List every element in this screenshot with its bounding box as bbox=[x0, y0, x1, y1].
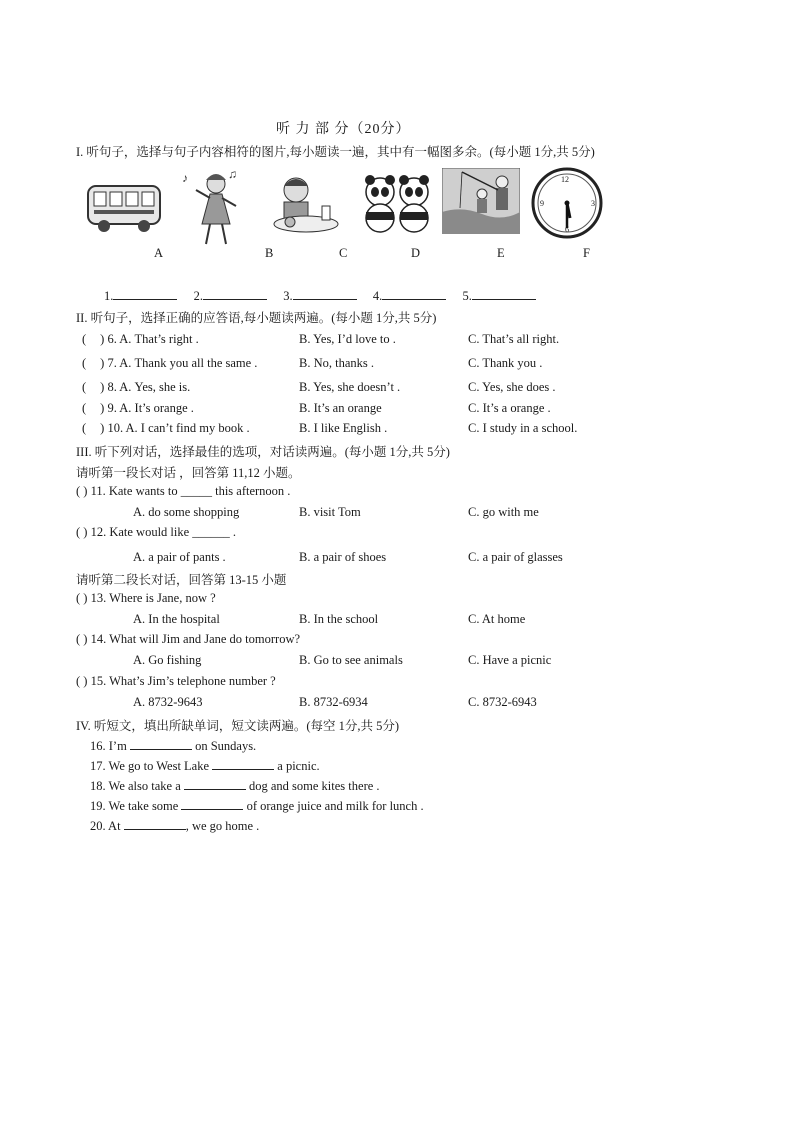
question-13: ( ) 13. Where is Jane, now ? bbox=[76, 591, 216, 605]
answer-paren[interactable]: ( bbox=[82, 421, 87, 435]
question-number: ) 6. A. bbox=[100, 332, 132, 346]
question-7-option-b: B. No, thanks . bbox=[299, 356, 374, 370]
option-a: That’s right . bbox=[134, 332, 199, 346]
question-15-option-b: B. 8732-6934 bbox=[299, 695, 368, 709]
answer-blank-3[interactable] bbox=[293, 287, 357, 300]
blank-label-5: 5. bbox=[462, 289, 472, 303]
bus-icon bbox=[84, 176, 164, 236]
svg-text:9: 9 bbox=[540, 199, 544, 208]
boy-eating-icon bbox=[266, 172, 340, 236]
question-11-option-c: C. go with me bbox=[468, 505, 539, 519]
question-10-option-b: B. I like English . bbox=[299, 421, 388, 435]
answer-paren[interactable]: ( bbox=[82, 380, 87, 394]
fill-blank-18[interactable] bbox=[184, 777, 246, 790]
picture-letter-a: A bbox=[154, 246, 164, 260]
question-7-option-c: C. Thank you . bbox=[468, 356, 543, 370]
fill-line-16 bbox=[90, 737, 256, 754]
pandas-icon bbox=[362, 172, 434, 236]
question-6-option-c: C. That’s all right. bbox=[468, 332, 560, 346]
blank-label-2: 2. bbox=[193, 289, 203, 303]
fill-blank-19[interactable] bbox=[181, 797, 243, 810]
line-text: 16. I’m bbox=[90, 739, 127, 753]
picture-letter-e: E bbox=[497, 246, 505, 260]
option-a: It’s orange . bbox=[134, 401, 194, 415]
question-12-option-c: C. a pair of glasses bbox=[468, 550, 563, 564]
picture-letter-c: C bbox=[339, 246, 348, 260]
svg-text:12: 12 bbox=[561, 175, 569, 184]
svg-text:♪: ♪ bbox=[182, 171, 188, 185]
line-text: dog and some kites there . bbox=[249, 779, 380, 793]
question-8-option-b: B. Yes, she doesn’t . bbox=[299, 380, 401, 394]
question-14-option-a: A. Go fishing bbox=[133, 653, 202, 667]
answer-blank-2[interactable] bbox=[203, 287, 267, 300]
line-text: 19. We take some bbox=[90, 799, 179, 813]
question-12: ( ) 12. Kate would like ______ . bbox=[76, 525, 237, 539]
clock-icon bbox=[530, 166, 604, 240]
fill-line-19 bbox=[90, 797, 424, 814]
dialog1-instruction: 请听第一段长对话 ，回答第 11,12 小题。 bbox=[76, 466, 301, 480]
question-12-option-b: B. a pair of shoes bbox=[299, 550, 387, 564]
question-14-option-b: B. Go to see animals bbox=[299, 653, 403, 667]
question-6 bbox=[82, 332, 199, 347]
question-13-option-b: B. In the school bbox=[299, 612, 379, 626]
singing-girl-icon bbox=[180, 168, 250, 250]
question-number: ) 8. A. bbox=[100, 380, 132, 394]
option-a: Thank you all the same . bbox=[134, 356, 258, 370]
question-9-option-b: B. It’s an orange bbox=[299, 401, 382, 415]
line-text: 18. We also take a bbox=[90, 779, 181, 793]
question-11: ( ) 11. Kate wants to _____ this afternoon . bbox=[76, 484, 291, 498]
fill-blank-17[interactable] bbox=[212, 757, 274, 770]
svg-text:6: 6 bbox=[565, 225, 569, 234]
question-12-option-a: A. a pair of pants . bbox=[133, 550, 226, 564]
part1-heading: I. 听句子，选择与句子内容相符的图片,每小题读一遍，其中有一幅图多余。(每小题 1分,共 5分) bbox=[76, 145, 595, 159]
part4-heading: IV. 听短文，填出所缺单词，短文读两遍。(每空 1分,共 5分) bbox=[76, 719, 400, 733]
answer-blank-4[interactable] bbox=[382, 287, 446, 300]
line-text: a picnic. bbox=[277, 759, 320, 773]
question-13-option-a: A. In the hospital bbox=[133, 612, 220, 626]
question-15-option-c: C. 8732-6943 bbox=[468, 695, 537, 709]
question-number: ) 7. A. bbox=[100, 356, 132, 370]
question-11-option-a: A. do some shopping bbox=[133, 505, 240, 519]
question-7 bbox=[82, 356, 257, 371]
answer-paren[interactable]: ( bbox=[82, 356, 87, 370]
question-14: ( ) 14. What will Jim and Jane do tomorrow? bbox=[76, 632, 301, 646]
fill-blank-20[interactable] bbox=[124, 817, 186, 830]
question-11-option-b: B. visit Tom bbox=[299, 505, 361, 519]
question-14-option-c: C. Have a picnic bbox=[468, 653, 552, 667]
part3-heading: III. 听下列对话，选择最佳的选项，对话读两遍。(每小题 1分,共 5分) bbox=[76, 445, 450, 459]
question-6-option-b: B. Yes, I’d love to . bbox=[299, 332, 396, 346]
question-10 bbox=[82, 421, 250, 436]
blank-label-1: 1. bbox=[104, 289, 114, 303]
picture-letter-d: D bbox=[411, 246, 421, 260]
question-8 bbox=[82, 380, 190, 395]
blank-label-4: 4. bbox=[372, 289, 383, 303]
part2-heading: II. 听句子，选择正确的应答语,每小题读两遍。(每小题 1分,共 5分) bbox=[76, 311, 437, 325]
question-10-option-c: C. I study in a school. bbox=[468, 421, 578, 435]
answer-paren[interactable]: ( bbox=[82, 332, 87, 346]
question-number: ) 10. A. bbox=[100, 421, 138, 435]
picture-letter-b: B bbox=[265, 246, 274, 260]
question-15-option-a: A. 8732-9643 bbox=[133, 695, 203, 709]
dialog2-instruction: 请听第二段长对话，回答第 13-15 小题 bbox=[76, 573, 287, 587]
fill-line-17 bbox=[90, 757, 320, 774]
svg-text:3: 3 bbox=[591, 199, 595, 208]
option-a: I can’t find my book . bbox=[140, 421, 250, 435]
line-text: 20. At bbox=[90, 819, 121, 833]
blank-label-3: 3. bbox=[283, 289, 293, 303]
fill-blank-16[interactable] bbox=[130, 737, 192, 750]
answer-blank-1[interactable] bbox=[113, 287, 177, 300]
line-text: on Sundays. bbox=[195, 739, 257, 753]
question-9 bbox=[82, 401, 194, 416]
answer-paren[interactable]: ( bbox=[82, 401, 87, 415]
line-text: 17. We go to West Lake bbox=[90, 759, 210, 773]
question-15: ( ) 15. What’s Jim’s telephone number ? bbox=[76, 674, 276, 688]
answer-blank-5[interactable] bbox=[472, 287, 536, 300]
question-number: ) 9. A. bbox=[100, 401, 132, 415]
question-13-option-c: C. At home bbox=[468, 612, 526, 626]
svg-text:♫: ♫ bbox=[228, 168, 237, 181]
page-title: 听 力 部 分（20分） bbox=[276, 122, 411, 137]
answer-blanks-row bbox=[104, 287, 536, 304]
question-9-option-c: C. It’s a orange . bbox=[468, 401, 551, 415]
fill-line-18 bbox=[90, 777, 380, 794]
picture-letter-f: F bbox=[583, 246, 590, 260]
line-text: , we go home . bbox=[185, 819, 260, 833]
question-8-option-c: C. Yes, she does . bbox=[468, 380, 556, 394]
option-a: Yes, she is. bbox=[134, 380, 191, 394]
fishing-icon bbox=[442, 168, 520, 234]
fill-line-20 bbox=[90, 817, 259, 834]
line-text: of orange juice and milk for lunch . bbox=[246, 799, 424, 813]
